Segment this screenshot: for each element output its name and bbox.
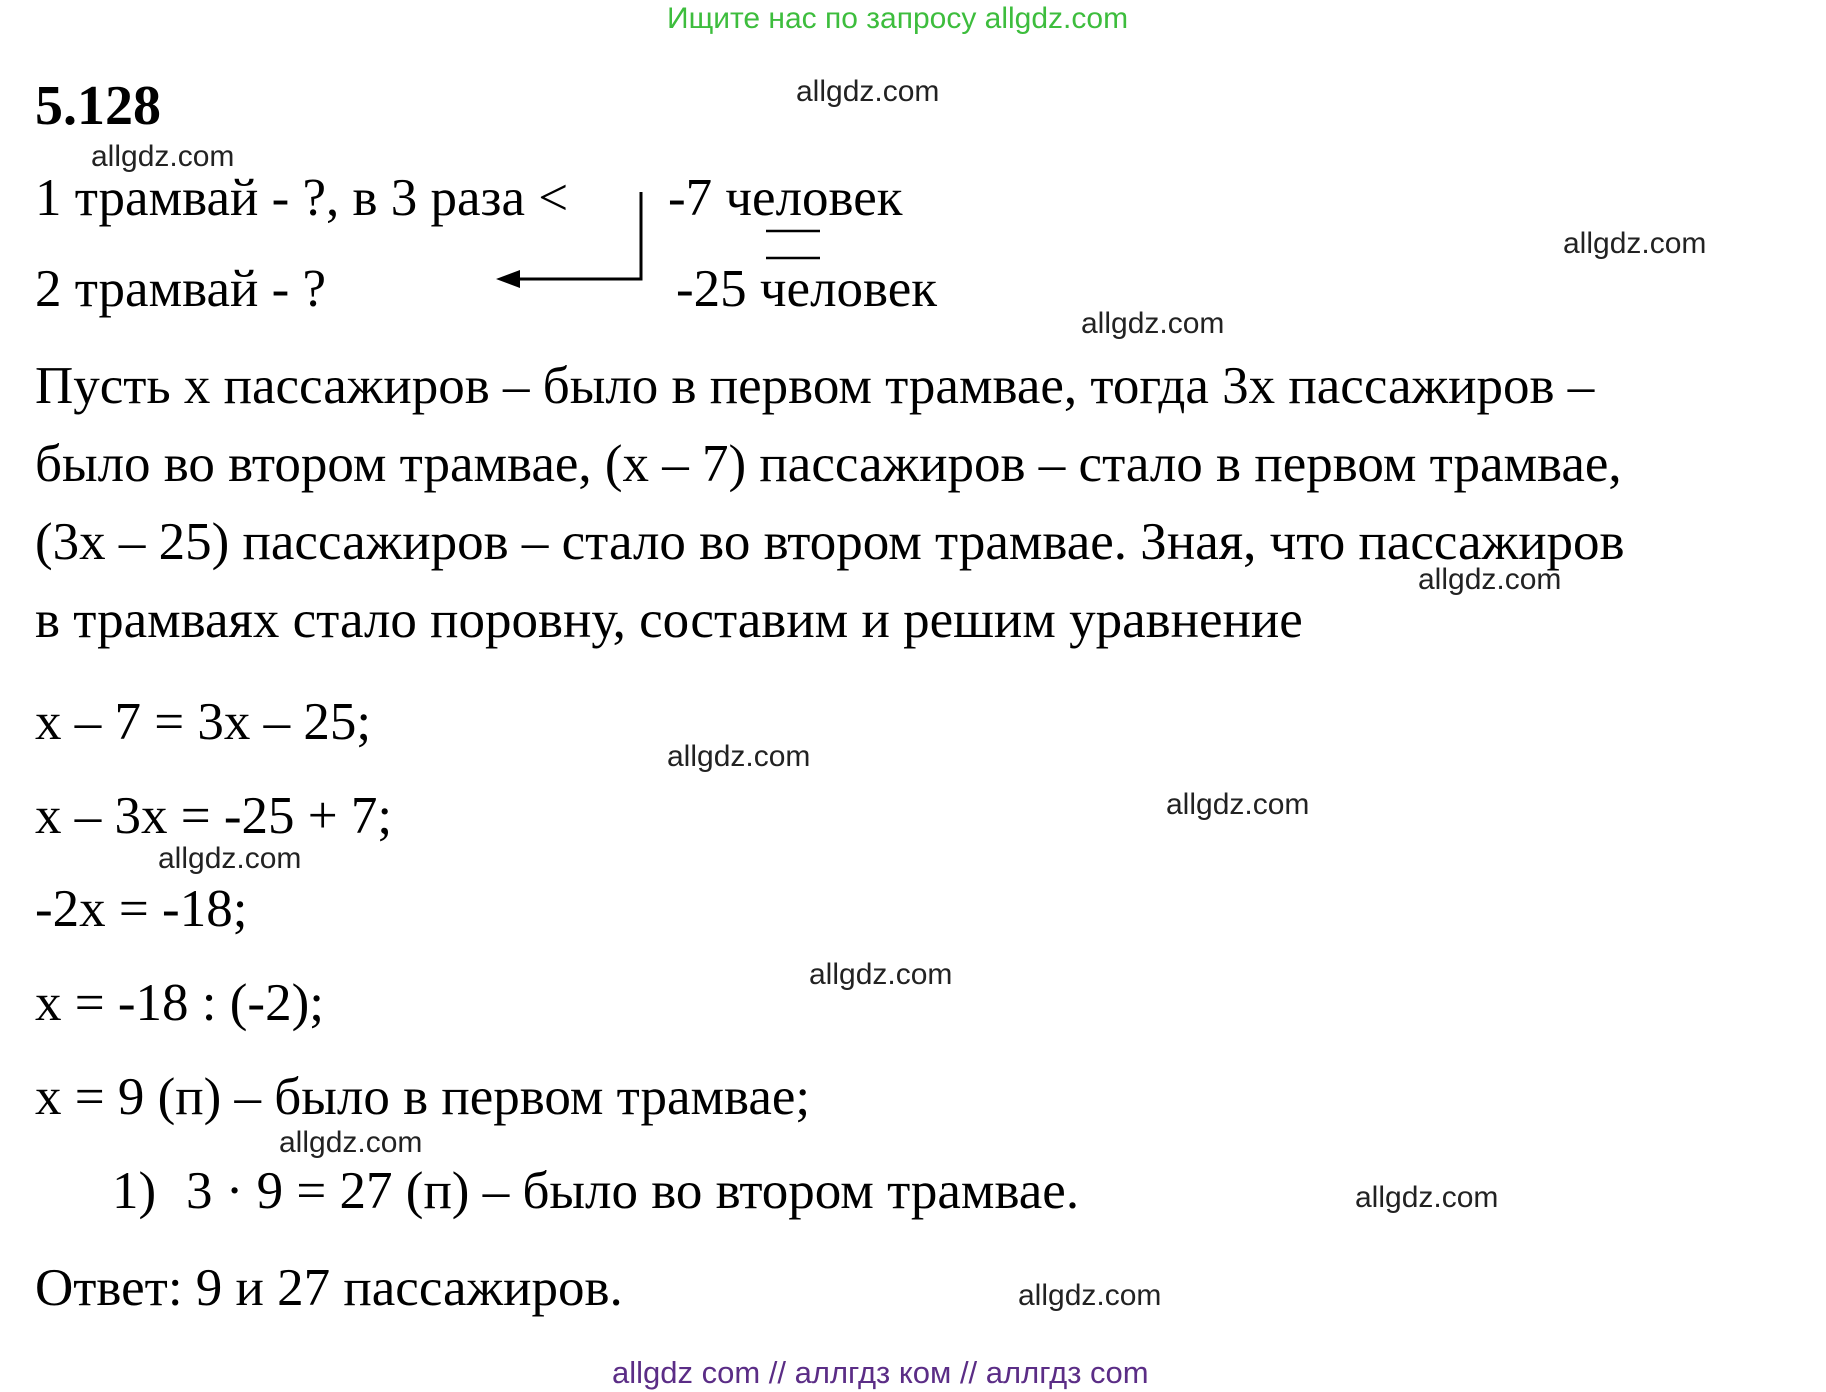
watermark: allgdz.com — [1563, 227, 1707, 260]
watermark: allgdz.com — [796, 75, 940, 108]
scheme-line-2: 2 трамвай - ? — [35, 260, 327, 318]
scheme-line-1: 1 трамвай - ?, в 3 раза < — [35, 169, 569, 227]
bracket-arrow-line — [508, 192, 641, 279]
equation-1: х – 7 = 3х – 25; — [35, 693, 372, 751]
equation-2: х – 3х = -25 + 7; — [35, 787, 393, 845]
top-banner: Ищите нас по запросу allgdz.com — [667, 2, 1129, 35]
equation-4: х = -18 : (-2); — [35, 974, 324, 1032]
step-text: 3 · 9 = 27 (п) – было во втором трамвае. — [186, 1162, 1080, 1220]
watermark: allgdz.com — [667, 740, 811, 773]
watermark: allgdz.com — [1418, 563, 1562, 596]
watermark: allgdz.com — [91, 140, 235, 173]
bottom-banner: allgdz com // аллгдз ком // аллгдз com — [612, 1355, 1149, 1390]
watermark: allgdz.com — [1355, 1181, 1499, 1214]
watermark: allgdz.com — [809, 958, 953, 991]
watermark: allgdz.com — [158, 842, 302, 875]
paragraph-line-1: Пусть х пассажиров – было в первом трамвае, тогда 3х пассажиров – — [35, 357, 1595, 415]
watermark: allgdz.com — [1081, 307, 1225, 340]
scheme-right-1: -7 человек — [668, 169, 903, 227]
watermark: allgdz.com — [1166, 788, 1310, 821]
paragraph-line-3: (3х – 25) пассажиров – стало во втором трамвае. Зная, что пассажиров — [35, 513, 1625, 571]
answer: Ответ: 9 и 27 пассажиров. — [35, 1259, 623, 1317]
paragraph-line-2: было во втором трамвае, (х – 7) пассажиров – стало в первом трамвае, — [35, 435, 1622, 493]
arrow-head-icon — [496, 270, 520, 288]
paragraph-line-4: в трамваях стало поровну, составим и решим уравнение — [35, 591, 1303, 649]
step-number: 1) — [112, 1162, 157, 1220]
watermark: allgdz.com — [279, 1126, 423, 1159]
watermark: allgdz.com — [1018, 1279, 1162, 1312]
equation-3: -2х = -18; — [35, 880, 248, 938]
task-number: 5.128 — [35, 75, 161, 137]
scheme-right-2: -25 человек — [676, 260, 938, 318]
equation-5: х = 9 (п) – было в первом трамвае; — [35, 1068, 811, 1126]
